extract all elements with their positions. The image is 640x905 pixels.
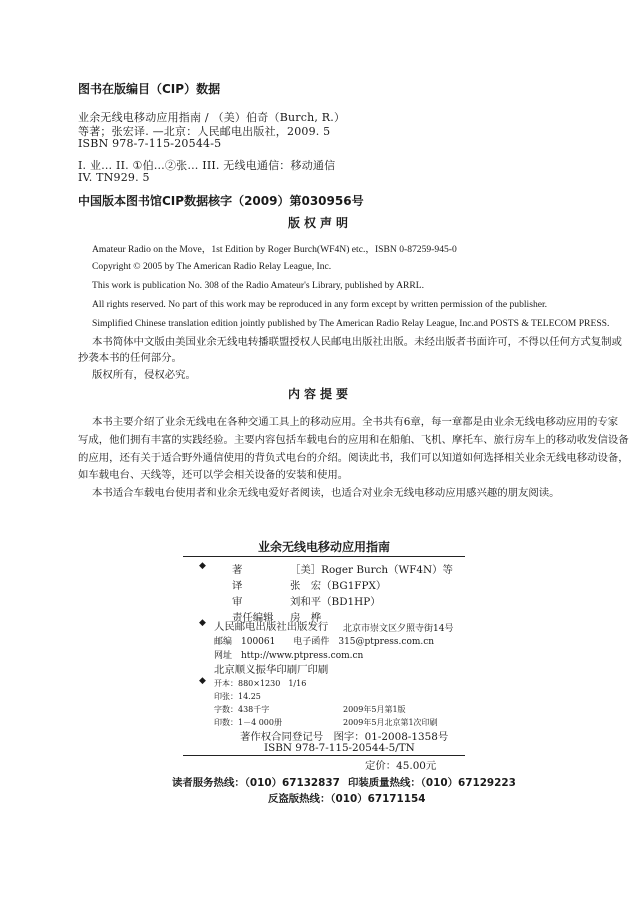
- editor-value: 房 桦: [290, 612, 322, 624]
- copyright-en-line-4: All rights reserved. No part of this work may be reproduced in any form except by written permission of the publisher.: [92, 299, 548, 310]
- reviewer-label: 审: [232, 596, 243, 608]
- copyright-cn-line-3: 版权所有，侵权必究。: [92, 369, 196, 381]
- author-value: ［美］Roger Burch（WF4N）等: [290, 564, 453, 576]
- price: 定价：45.00元: [365, 760, 437, 772]
- reader-hotline: 读者服务热线：（010）67132837: [172, 777, 340, 789]
- cip-title: 图书在版编目（CIP）数据: [78, 82, 221, 96]
- edition: 2009年5月第1版: [343, 705, 406, 714]
- cip-line-4: I. 业… II. ①伯…②张… III. 无线电通信：移动通信: [78, 159, 336, 172]
- word-count: 字数：438千字: [214, 705, 270, 714]
- quality-hotline: 印装质量热线：（010）67129223: [348, 777, 516, 789]
- summary-line-4: 如车载电台、天线等，还可以学会相关设备的安装和使用。: [78, 469, 349, 481]
- format: 开本：880×1230 1/16: [214, 679, 307, 688]
- summary-heading: 内容提要: [287, 387, 352, 401]
- publisher-address: 北京市崇文区夕照寺街14号: [343, 624, 454, 634]
- cip-line-3: ISBN 978-7-115-20544-5: [78, 137, 222, 150]
- colophon-bottom-rule: [183, 755, 465, 756]
- bullet-diamond-icon: ◆: [199, 561, 206, 571]
- sheets: 印张：14.25: [214, 692, 261, 701]
- summary-line-5: 本书适合车载电台使用者和业余无线电爱好者阅读，也适合对业余无线电移动应用感兴趣的朋友阅读。: [92, 487, 560, 499]
- cip-line-2: 等著；张宏译. —北京：人民邮电出版社，2009. 5: [78, 125, 331, 138]
- summary-line-2: 写成，他们拥有丰富的实践经验。主要内容包括车载电台的应用和在船舶、飞机、摩托车、旅行房车上的移动收发信设备: [78, 434, 629, 446]
- print-run: 印数：1－4 000册: [214, 718, 282, 727]
- copyright-en-line-5: Simplified Chinese translation edition jointly published by The American Radio Relay League, Inc.and POSTS & TELECOM PRESS.: [92, 318, 610, 329]
- author-label: 著: [232, 564, 243, 576]
- reviewer-value: 刘和平（BD1HP）: [290, 596, 381, 608]
- printing: 2009年5月北京第1次印刷: [343, 718, 438, 727]
- translator-value: 张 宏（BG1FPX）: [290, 580, 387, 592]
- copyright-cn-line-1: 本书简体中文版由美国业余无线电转播联盟授权人民邮电出版社出版。未经出版者书面许可，不得以任何方式复制或: [92, 336, 622, 348]
- summary-line-1: 本书主要介绍了业余无线电在各种交通工具上的移动应用。全书共有6章，每一章都是由业余无线电移动应用的专家: [92, 416, 619, 428]
- cip-line-5: IV. TN929. 5: [78, 171, 150, 184]
- copyright-en-line-2: Copyright © 2005 by The American Radio Relay League, Inc.: [92, 261, 332, 272]
- copyright-cn-line-2: 抄袭本书的任何部分。: [78, 352, 182, 364]
- colophon-isbn: ISBN 978-7-115-20544-5/TN: [264, 742, 415, 754]
- contract-number: 著作权合同登记号 图字：01-2008-1358号: [240, 731, 449, 743]
- piracy-hotline: 反盗版热线：（010）67171154: [268, 793, 426, 805]
- copyright-heading: 版权声明: [287, 216, 352, 230]
- editor-label: 责任编辑: [232, 612, 274, 624]
- postcode-email: 邮编 100061 电子函件 315@ptpress.com.cn: [214, 637, 435, 647]
- cip-line-1: 业余无线电移动应用指南 / （美）伯奇（Burch, R.）: [78, 111, 346, 124]
- copyright-en-line-1: Amateur Radio on the Move，1st Edition by Roger Burch(WF4N) etc.，ISBN 0-87259-945-0: [92, 244, 457, 255]
- publisher-line: 人民邮电出版社出版发行: [214, 621, 329, 633]
- printer: 北京顺义振华印刷厂印刷: [214, 664, 329, 676]
- colophon-book-title: 业余无线电移动应用指南: [257, 540, 390, 554]
- colophon-top-rule: [183, 556, 465, 557]
- website: 网址 http://www.ptpress.com.cn: [214, 651, 364, 661]
- bullet-diamond-icon: ◆: [199, 676, 206, 686]
- bullet-diamond-icon: ◆: [199, 618, 206, 628]
- translator-label: 译: [232, 580, 243, 592]
- summary-line-3: 的应用，还有关于适合野外通信使用的背负式电台的介绍。阅读此书，我们可以知道如何选择相关业余无线电移动设备，: [78, 452, 629, 464]
- copyright-en-line-3: This work is publication No. 308 of the Radio Amateur's Library, published by ARRL.: [92, 280, 425, 291]
- cip-catalog-number: 中国版本图书馆CIP数据核字（2009）第030956号: [78, 194, 364, 208]
